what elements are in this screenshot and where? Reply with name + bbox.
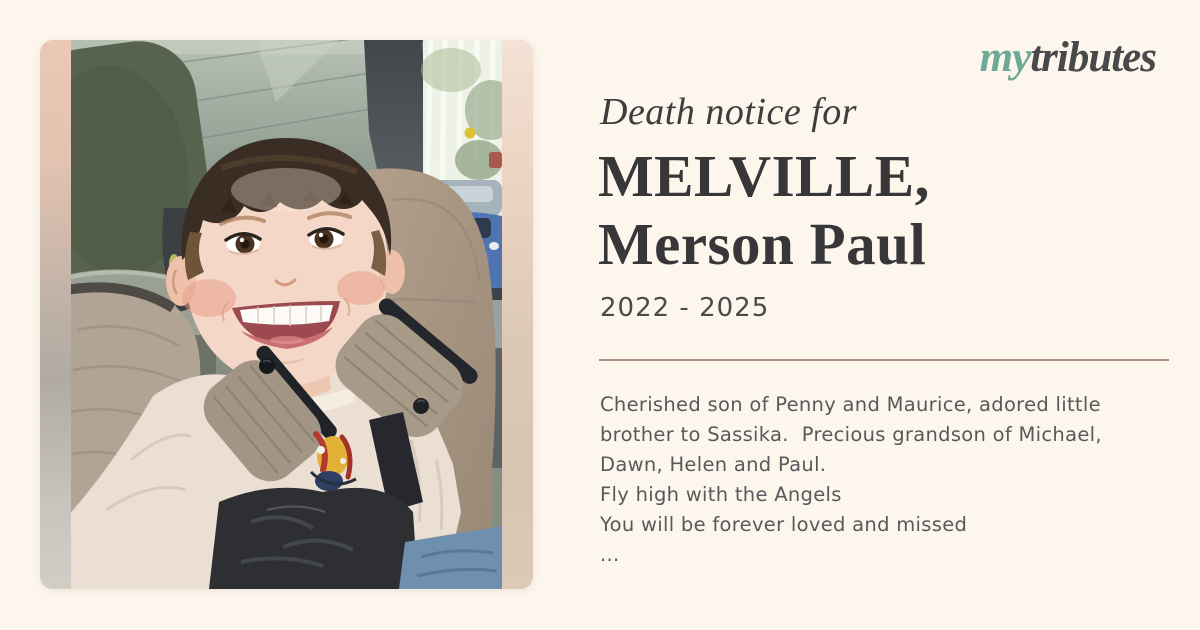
notice-body-line: Dawn, Helen and Paul. bbox=[600, 453, 827, 476]
deceased-name bbox=[598, 142, 1173, 278]
logo-prefix: my bbox=[979, 34, 1031, 81]
photo-blur-band-left bbox=[40, 40, 72, 589]
logo-suffix: tributes bbox=[1030, 34, 1156, 81]
mytributes-logo bbox=[980, 36, 1156, 79]
notice-body-ellipsis: ... bbox=[600, 543, 620, 566]
boy-in-car-seat-illustration bbox=[71, 40, 502, 589]
divider-rule bbox=[599, 359, 1169, 361]
deceased-given-names: Merson Paul bbox=[598, 211, 927, 277]
notice-body-line: Cherished son of Penny and Maurice, adored little bbox=[600, 393, 1101, 416]
life-years: 2022 - 2025 bbox=[600, 293, 770, 323]
memorial-photo bbox=[40, 40, 533, 589]
notice-kicker: Death notice for bbox=[600, 91, 858, 133]
photo-blur-band-right bbox=[501, 40, 533, 589]
notice-body bbox=[600, 390, 1175, 570]
notice-body-line: You will be forever loved and missed bbox=[600, 513, 968, 536]
notice-body-line: Fly high with the Angels bbox=[600, 483, 842, 506]
deceased-surname: MELVILLE, bbox=[598, 143, 930, 209]
notice-body-line: brother to Sassika. Precious grandson of Michael, bbox=[600, 423, 1102, 446]
